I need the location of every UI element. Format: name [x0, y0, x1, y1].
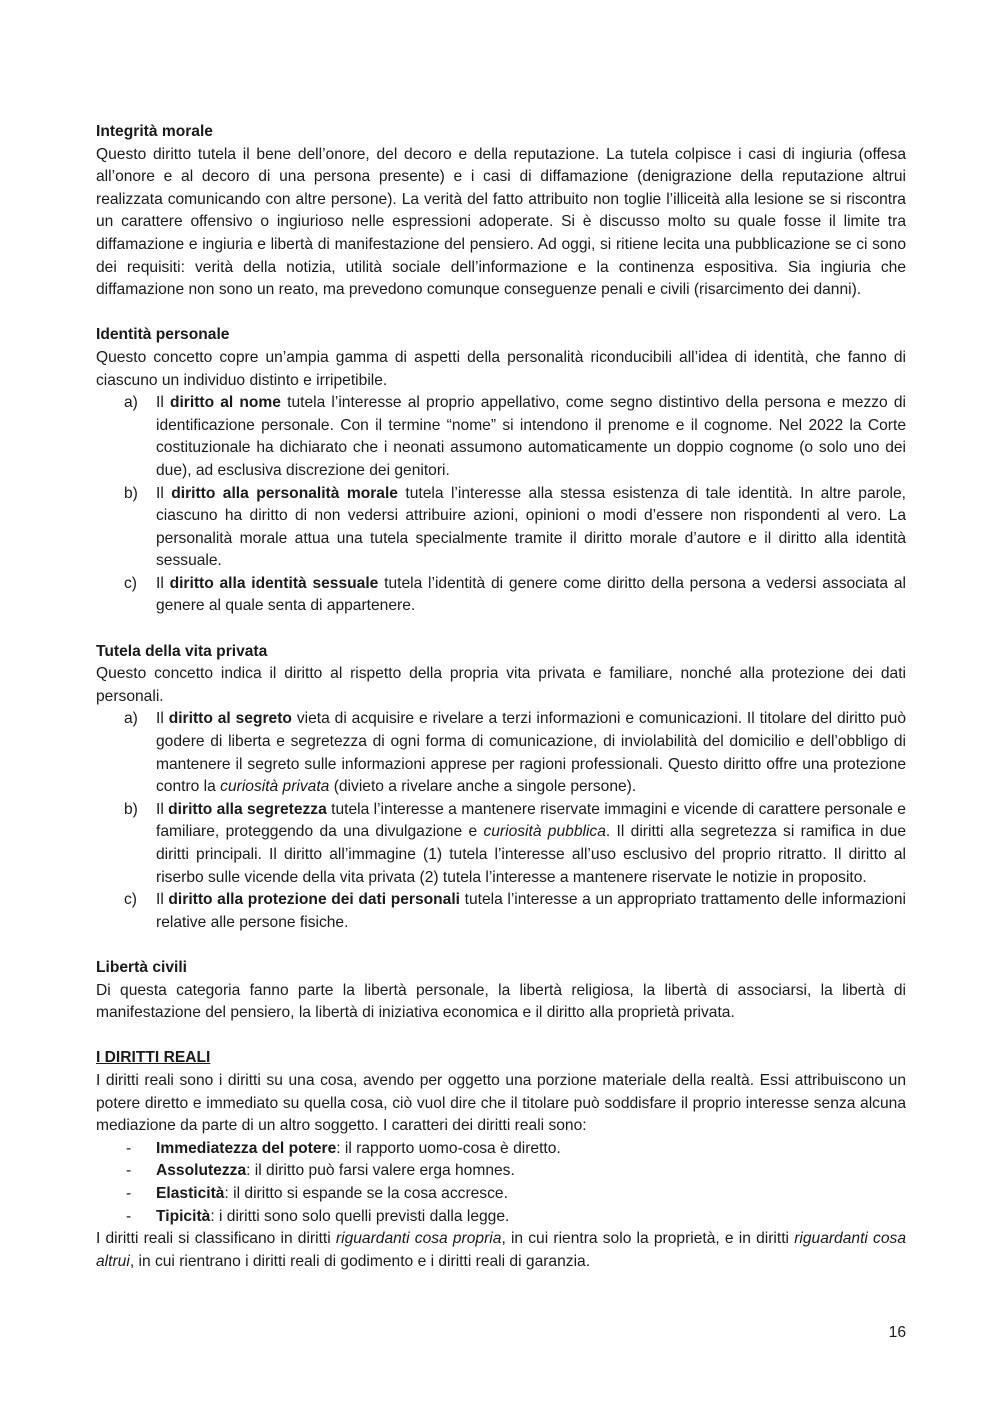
document-page: [96, 121, 906, 1273]
list-item: - Tipicità: i diritti sono solo quelli previsti dalla legge.: [96, 1206, 906, 1229]
section-heading: Integrità morale: [96, 123, 213, 140]
list-marker: -: [126, 1207, 132, 1225]
bold-term: Assolutezza: [156, 1162, 247, 1180]
list-marker: -: [126, 1184, 132, 1202]
italic-term: curiosità pubblica: [483, 823, 606, 841]
section-paragraph: Di questa categoria fanno parte la libertà personale, la libertà religiosa, la libertà di associarsi, la libertà di manifestazione del pensiero, la libertà di iniziativa economica e il diritto alla proprietà privata.: [96, 981, 906, 1022]
bold-term: Tipicità: [156, 1207, 211, 1225]
bold-term: Elasticità: [156, 1184, 225, 1202]
list-marker: c): [124, 891, 137, 909]
list-item: b) Il diritto alla personalità morale tutela l’interesse alla stessa esistenza di tale identità. In altre parole, ciascuno ha diritto di non vedersi attribuire azioni, opinioni o modi d’essere non rispondenti al vero. La personalità morale attua una tutela specialmente tramite il diritto morale d’autore e il diritto alla identità sessuale.: [124, 484, 906, 570]
bold-term: diritto alla identità sessuale: [169, 574, 379, 592]
section-diritti-reali: [96, 1047, 906, 1273]
list-marker: a): [124, 394, 138, 412]
bold-term: diritto al segreto: [168, 710, 292, 728]
bold-term: diritto alla personalità morale: [171, 484, 398, 502]
list-marker: -: [126, 1139, 132, 1157]
item-list: [96, 392, 906, 618]
section-paragraph: Questo concetto indica il diritto al rispetto della propria vita privata e familiare, nonché alla protezione dei dati personali.: [96, 665, 906, 705]
list-marker: c): [124, 574, 137, 592]
section-heading: Tutela della vita privata: [96, 642, 268, 660]
list-item: a) Il diritto al segreto vieta di acquisire e rivelare a terzi informazioni e comunicazioni. Il titolare del diritto può godere di liberta e segretezza di ogni forma di comunicazione, di inviolabilità del domicilio e dell’obbligo di mantenere il segreto sulle informazioni apprese per ragioni professionali. Questo diritto offre una protezione contro la curiosità privata (divieto a rivelare anche a singole persone).: [124, 710, 906, 796]
list-marker: b): [124, 800, 138, 818]
section-identita-personale: [96, 324, 906, 618]
italic-term: riguardanti cosa altrui: [96, 1230, 906, 1270]
bold-term: diritto alla protezione dei dati personali: [168, 891, 461, 909]
bold-term: Immediatezza del potere: [156, 1139, 337, 1157]
section-heading: I DIRITTI REALI: [96, 1049, 211, 1067]
section-tutela-vita-privata: [96, 641, 906, 935]
list-marker: b): [124, 484, 138, 502]
list-item: c) Il diritto alla identità sessuale tutela l’identità di genere come diritto della persona a vedersi associata al genere al quale senta di appartenere.: [124, 574, 906, 615]
section-paragraph: Questo diritto tutela il bene dell’onore, del decoro e della reputazione. La tutela colpisce i casi di ingiuria (offesa all’onore e al decoro di una persona presente) e i casi di diffamazione (denigrazione della reputazione altrui realizzata comunicando con altre persone). La verità del fatto attribuito non toglie l’illiceità alla lesione se si riscontra un carattere offensivo o ingiurioso nelle espressioni adoperate. Si è discusso molto su quale fosse il limite tra diffamazione e ingiuria e libertà di manifestazione del pensiero. Ad oggi, si ritiene lecita una pubblicazione se ci sono dei requisiti: verità della notizia, utilità sociale dell’informazione e la continenza espositiva. Sia ingiuria che diffamazione non sono un reato, ma prevedono comunque conseguenze penali e civili (risarcimento dei danni).: [96, 145, 906, 299]
bold-term: diritto al nome: [169, 394, 281, 412]
section-liberta-civili: [96, 957, 906, 1025]
section-heading: Identità personale: [96, 326, 230, 344]
section-paragraph: I diritti reali sono i diritti su una cosa, avendo per oggetto una porzione materiale della realtà. Essi attribuiscono un potere diretto e immediato su quella cosa, ciò vuol dire che il titolare può soddisfare il proprio interesse senza alcuna mediazione da parte di un altro soggetto. I caratteri dei diritti reali sono:: [96, 1071, 906, 1135]
section-paragraph: I diritti reali si classificano in diritti riguardanti cosa propria, in cui rientra solo la proprietà, e in diritti riguardanti cosa altrui, in cui rientrano i diritti reali di godimento e i diritti reali di garanzia.: [96, 1230, 906, 1270]
dash-list: [96, 1138, 906, 1228]
list-item: a) Il diritto al nome tutela l’interesse al proprio appellativo, come segno distintivo della persona e mezzo di identificazione personale. Con il termine “nome” si intendono il prenome e il cognome. Nel 2022 la Corte costituzionale ha dichiarato che i neonati assumono automaticamente un doppio cognome (o solo uno dei due), ad esclusiva discrezione dei genitori.: [124, 394, 906, 479]
section-integrita-morale: [96, 121, 906, 302]
italic-term: riguardanti cosa propria: [335, 1230, 502, 1248]
page-number: 16: [888, 1324, 906, 1341]
list-item: - Assolutezza: il diritto può farsi valere erga homnes.: [96, 1160, 906, 1183]
bold-term: diritto alla segretezza: [168, 800, 327, 818]
list-item: c) Il diritto alla protezione dei dati personali tutela l’interesse a un appropriato trattamento delle informazioni relative alle persone fisiche.: [124, 891, 906, 931]
italic-term: curiosità privata: [220, 778, 330, 796]
list-marker: a): [124, 710, 138, 728]
section-paragraph: Questo concetto copre un’ampia gamma di aspetti della personalità riconducibili all’idea di identità, che fanno di ciascuno un individuo distinto e irripetibile.: [96, 348, 906, 389]
item-list: [96, 708, 906, 934]
list-item: - Immediatezza del potere: il rapporto uomo-cosa è diretto.: [96, 1138, 906, 1161]
list-marker: -: [126, 1162, 132, 1180]
list-item: b) Il diritto alla segretezza tutela l’interesse a mantenere riservate immagini e vicende di carattere personale e familiare, proteggendo da una divulgazione e curiosità pubblica. Il diritti alla segretezza si ramifica in due diritti principali. Il diritto all’immagine (1) tutela l’interesse all’uso esclusivo del proprio ritratto. Il diritto al riserbo sulle vicende della vita privata (2) tutela l’interesse a mantenere riservate le notizie in proposito.: [124, 800, 906, 886]
section-heading: Libertà civili: [96, 958, 187, 976]
list-item: - Elasticità: il diritto si espande se la cosa accresce.: [96, 1183, 906, 1206]
